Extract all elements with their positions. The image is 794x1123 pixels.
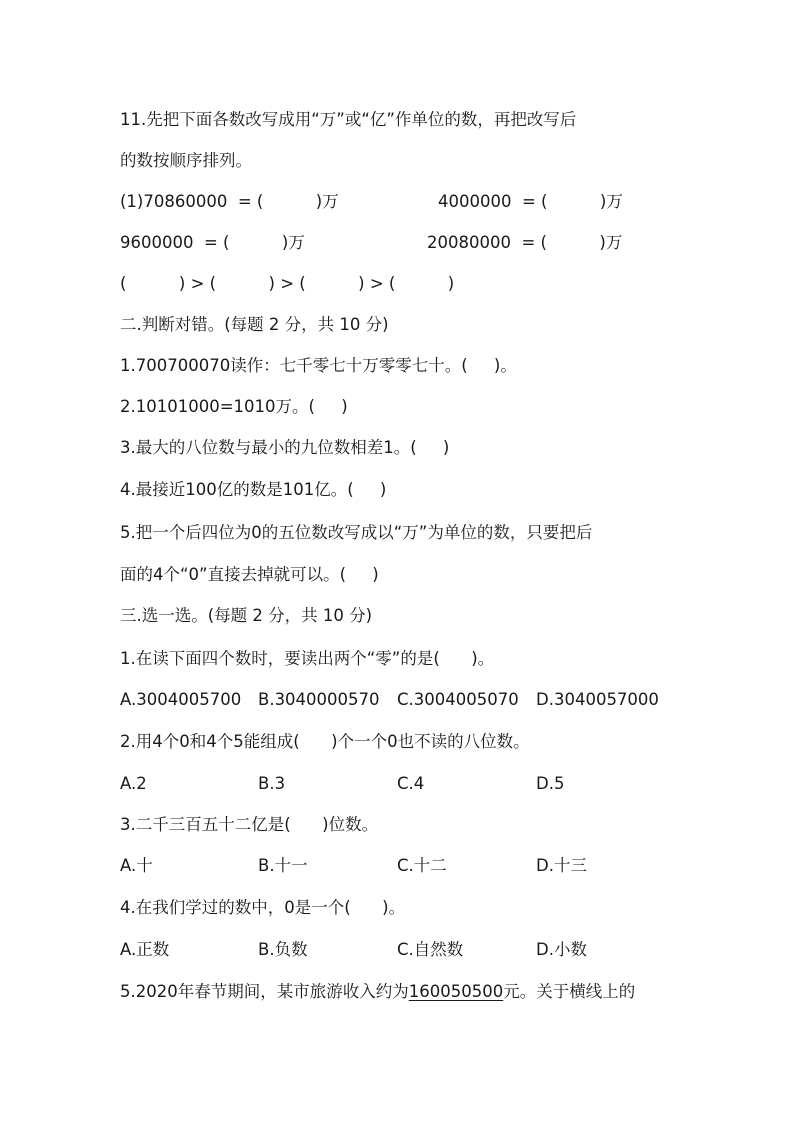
section2-item-1: 1.700700070读作：七千零七十万零零七十。( )。 <box>120 356 517 375</box>
section2-title: 二.判断对错。(每题 2 分，共 10 分) <box>120 315 389 334</box>
section3-q5-prefix: 5.2020年春节期间，某市旅游收入约为 <box>120 982 409 1001</box>
section3-q2-option-a: A.2 <box>120 774 147 793</box>
section3-q4-option-a: A.正数 <box>120 940 170 959</box>
section2-item-3: 3.最大的八位数与最小的九位数相差1。( ) <box>120 438 450 457</box>
section3-q5-stem <box>120 980 635 1004</box>
section3-q3-stem: 3.二千三百五十二亿是( )位数。 <box>120 815 379 834</box>
section3-q3-option-a: A.十 <box>120 856 153 875</box>
section2-item-5-line1: 5.把一个后四位为0的五位数改写成以“万”为单位的数，只要把后 <box>120 523 593 542</box>
section3-q4-option-c: C.自然数 <box>397 940 464 959</box>
section3-q2-option-c: C.4 <box>397 774 425 793</box>
q11-stem-line2: 的数按顺序排列。 <box>120 151 252 170</box>
q11-order-line: ( ) > ( ) > ( ) > ( ) <box>120 274 455 293</box>
section3-q1-option-a: A.3004005700 <box>120 690 242 709</box>
section3-q1-stem: 1.在读下面四个数时，要读出两个“零”的是( )。 <box>120 649 495 668</box>
section3-q1-option-c: C.3004005070 <box>397 690 519 709</box>
section2-item-2: 2.10101000=1010万。( ) <box>120 397 348 416</box>
q11-row2-right: 20080000 = ( )万 <box>427 233 623 252</box>
section3-q3-option-b: B.十一 <box>258 856 308 875</box>
section3-q1-option-d: D.3040057000 <box>536 690 659 709</box>
section3-q4-option-b: B.负数 <box>258 940 308 959</box>
section3-q5-suffix: 元。关于横线上的 <box>503 982 636 1001</box>
section3-q3-option-d: D.十三 <box>536 856 587 875</box>
q11-row1-left: (1)70860000 = ( )万 <box>120 192 339 211</box>
q11-row1-right: 4000000 = ( )万 <box>438 192 623 211</box>
section3-q4-stem: 4.在我们学过的数中，0是一个( )。 <box>120 898 406 917</box>
section3-q4-option-d: D.小数 <box>536 940 587 959</box>
section3-title: 三.选一选。(每题 2 分，共 10 分) <box>120 606 373 625</box>
section3-q1-option-b: B.3040000570 <box>258 690 380 709</box>
section2-item-5-line2: 面的4个“0”直接去掉就可以。( ) <box>120 565 379 584</box>
section3-q2-option-b: B.3 <box>258 774 286 793</box>
q11-stem-line1: 11.先把下面各数改写成用“万”或“亿”作单位的数，再把改写后 <box>120 110 577 129</box>
section3-q2-option-d: D.5 <box>536 774 565 793</box>
section3-q5-underlined-number: 160050500 <box>408 982 504 1001</box>
q11-row2-left: 9600000 = ( )万 <box>120 233 305 252</box>
section2-item-4: 4.最接近100亿的数是101亿。( ) <box>120 480 387 499</box>
section3-q2-stem: 2.用4个0和4个5能组成( )个一个0也不读的八位数。 <box>120 732 530 751</box>
section3-q3-option-c: C.十二 <box>397 856 447 875</box>
